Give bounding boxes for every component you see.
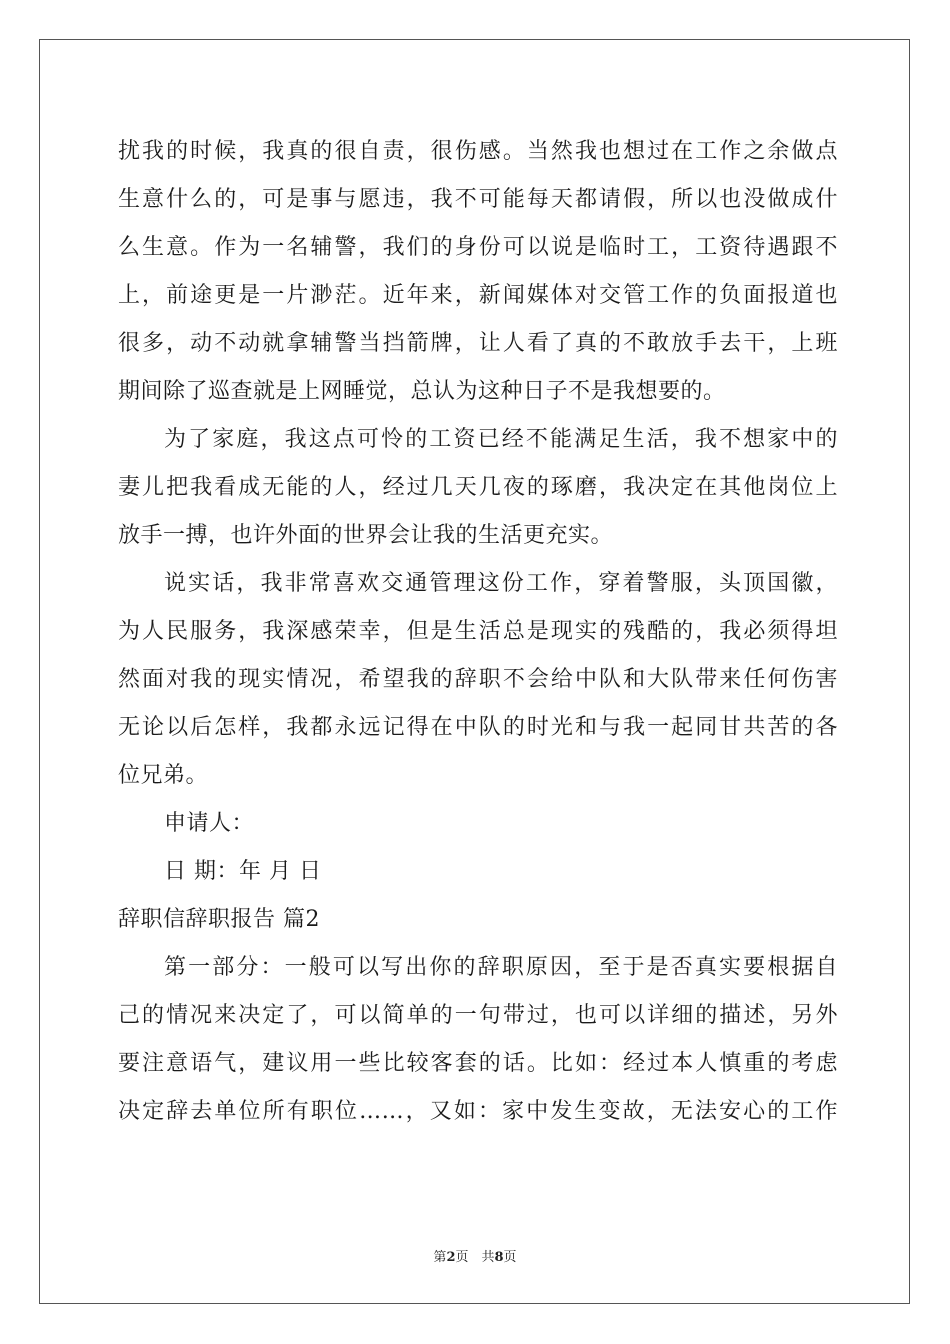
text-line: 为人民服务，我深感荣幸，但是生活总是现实的残酷的，我必须得坦 [118,619,838,644]
page-suffix: 页 [503,1250,517,1265]
text-line: 决定辞去单位所有职位……，又如：家中发生变故，无法安心的工作 [118,1099,838,1124]
text-line: 然面对我的现实情况，希望我的辞职不会给中队和大队带来任何伤害 [118,667,838,692]
applicant-label: 申请人： [164,811,255,836]
text-line: 妻儿把我看成无能的人，经过几天几夜的琢磨，我决定在其他岗位上 [118,475,838,500]
text-line: 要注意语气，建议用一些比较客套的话。比如：经过本人慎重的考虑 [118,1051,838,1076]
text-line: 放手一搏，也许外面的世界会让我的生活更充实。 [118,523,614,548]
text-line: 扰我的时候，我真的很自责，很伤感。当然我也想过在工作之余做点 [118,139,838,164]
text-line: 期间除了巡查就是上网睡觉，总认为这种日子不是我想要的。 [118,379,726,404]
text-line: 上，前途更是一片渺茫。近年来，新闻媒体对交管工作的负面报道也 [118,283,838,308]
current-page-number: 2 [446,1250,456,1265]
total-page-number: 8 [494,1250,504,1265]
text-line: 为了家庭，我这点可怜的工资已经不能满足生活，我不想家中的 [164,427,838,452]
document-body [118,128,838,1136]
section-title: 辞职信辞职报告 篇2 [118,907,320,932]
text-line: 位兄弟。 [118,763,209,788]
text-line: 说实话，我非常喜欢交通管理这份工作，穿着警服，头顶国徽， [164,571,838,596]
page-number-footer [0,1246,950,1265]
text-line: 很多，动不动就拿辅警当挡箭牌，让人看了真的不敢放手去干，上班 [118,331,838,356]
text-line: 无论以后怎样，我都永远记得在中队的时光和与我一起同甘共苦的各 [118,715,838,740]
date-label: 日 期：年 月 日 [164,859,322,884]
text-line: 第一部分：一般可以写出你的辞职原因，至于是否真实要根据自 [164,955,838,980]
text-line: 么生意。作为一名辅警，我们的身份可以说是临时工，工资待遇跟不 [118,235,838,260]
text-line: 生意什么的，可是事与愿违，我不可能每天都请假，所以也没做成什 [118,187,838,212]
text-line: 己的情况来决定了，可以简单的一句带过，也可以详细的描述，另外 [118,1003,838,1028]
page-prefix: 第 [433,1250,447,1265]
page-mid: 页 共 [455,1250,495,1265]
